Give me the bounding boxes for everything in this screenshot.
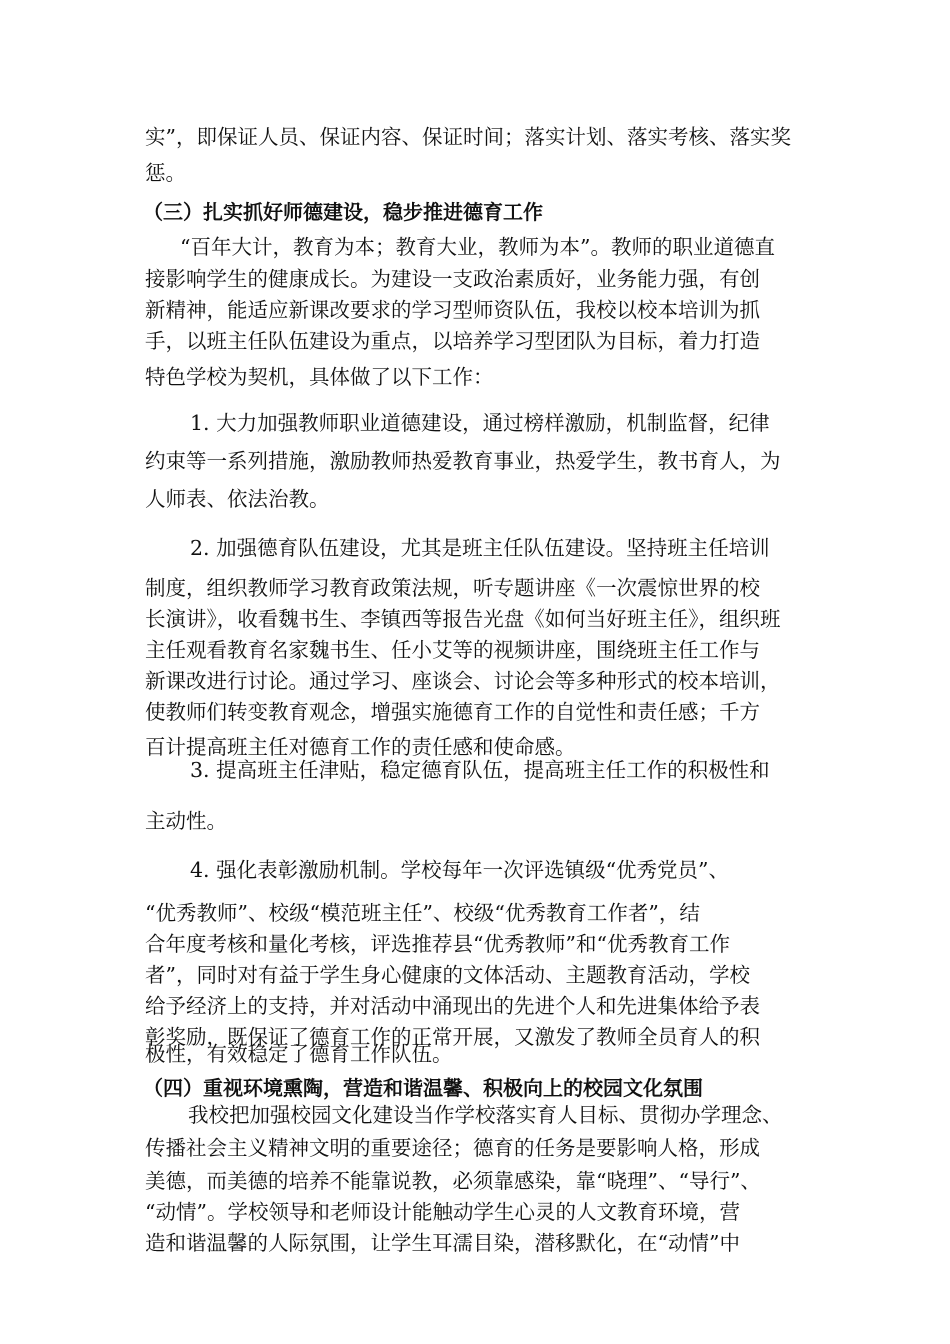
body-line: 实”，即保证人员、保证内容、保证时间；落实计划、落实考核、落实奖: [145, 125, 791, 149]
body-line: “优秀教师”、校级“模范班主任”、校级“优秀教育工作者”，结: [145, 901, 700, 925]
body-line: 主任观看教育名家魏书生、任小艾等的视频讲座，围绕班主任工作与: [145, 638, 760, 662]
body-line: 百计提高班主任对德育工作的责任感和使命感。: [145, 735, 576, 759]
body-line: 者”，同时对有益于学生身心健康的文体活动、主题教育活动，学校: [145, 963, 750, 987]
body-line: 手，以班主任队伍建设为重点，以培养学习型团队为目标，着力打造: [145, 329, 760, 353]
body-line: 约束等一系列措施，激励教师热爱教育事业，热爱学生，教书育人，为: [145, 449, 781, 473]
body-line: 特色学校为契机，具体做了以下工作：: [145, 365, 494, 389]
body-line: “百年大计，教育为本；教育大业，教师为本”。教师的职业道德直: [180, 235, 775, 259]
section-heading: （四）重视环境熏陶，营造和谐温馨、积极向上的校园文化氛围: [143, 1076, 703, 1100]
body-line: 主动性。: [145, 809, 227, 833]
list-item: 4. 强化表彰激励机制。学校每年一次评选镇级“优秀党员”、: [190, 858, 730, 882]
body-line: 人师表、依法治教。: [145, 487, 330, 511]
body-line: “动情”。学校领导和老师设计能触动学生心灵的人文教育环境，营: [145, 1200, 740, 1224]
body-line: 制度，组织教师学习教育政策法规，听专题讲座《一次震惊世界的校: [145, 576, 760, 600]
body-line: 彰奖励，既保证了德育工作的正常开展，又激发了教师全员育人的积: [145, 1025, 760, 1049]
body-line: 给予经济上的支持，并对活动中涌现出的先进个人和先进集体给予表: [145, 994, 760, 1018]
list-item: 3. 提高班主任津贴，稳定德育队伍，提高班主任工作的积极性和: [190, 758, 770, 782]
list-item: 1. 大力加强教师职业道德建设，通过榜样激励，机制监督，纪律: [190, 411, 770, 435]
section-heading: （三）扎实抓好师德建设，稳步推进德育工作: [143, 200, 543, 224]
body-line: 新课改进行讨论。通过学习、座谈会、讨论会等多种形式的校本培训，: [145, 669, 781, 693]
body-line: 合年度考核和量化考核，评选推荐县“优秀教师”和“优秀教育工作: [145, 932, 730, 956]
body-line: 我校把加强校园文化建设当作学校落实育人目标、贯彻办学理念、: [188, 1103, 783, 1127]
body-line: 新精神，能适应新课改要求的学习型师资队伍，我校以校本培训为抓: [145, 298, 760, 322]
body-line: 接影响学生的健康成长。为建设一支政治素质好，业务能力强，有创: [145, 267, 760, 291]
body-line: 惩。: [145, 161, 186, 185]
body-line: 传播社会主义精神文明的重要途径；德育的任务是要影响人格，形成: [145, 1136, 760, 1160]
body-line: 极性，有效稳定了德育工作队伍。: [145, 1042, 453, 1066]
body-line: 使教师们转变教育观念，增强实施德育工作的自觉性和责任感；千方: [145, 700, 760, 724]
body-line: 长演讲》，收看魏书生、李镇西等报告光盘《如何当好班主任》，组织班: [145, 607, 781, 631]
body-line: 美德，而美德的培养不能靠说教，必须靠感染，靠“晓理”、“导行”、: [145, 1169, 761, 1193]
body-line: 造和谐温馨的人际氛围，让学生耳濡目染，潜移默化，在“动情”中: [145, 1231, 740, 1255]
list-item: 2. 加强德育队伍建设，尤其是班主任队伍建设。坚持班主任培训: [190, 536, 770, 560]
